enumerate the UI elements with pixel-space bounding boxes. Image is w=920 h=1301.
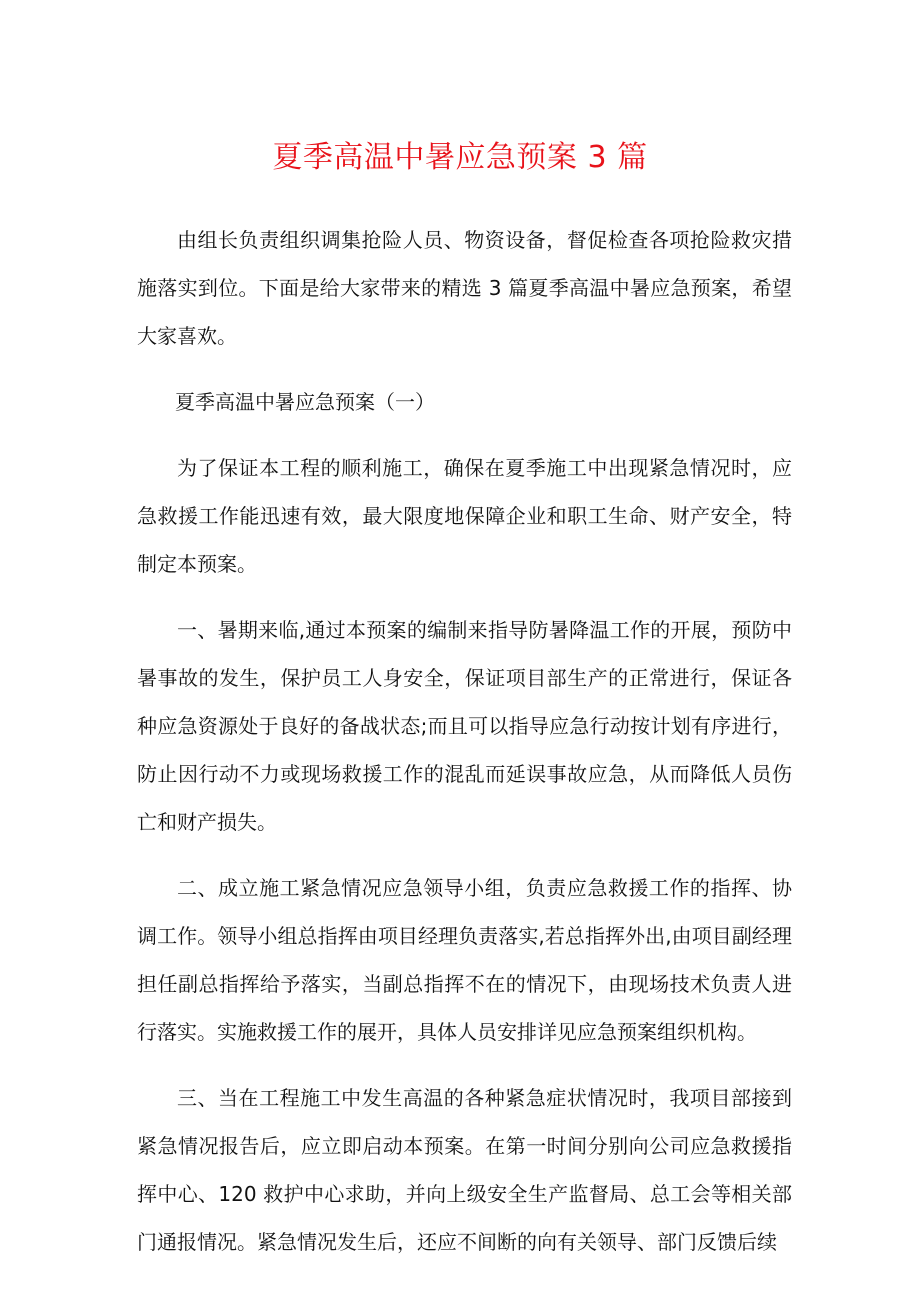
item-three-paragraph: 三、当在工程施工中发生高温的各种紧急症状情况时，我项目部接到紧急情况报告后，应立即启动本预案。在第一时间分别向公司应急救援指挥中心、120 救护中心求助，并向上级安全生产监督局、总工会等相关部门通报情况。紧急情况发生后，还应不间断的向有关领导、部门反馈后续 — [137, 1086, 792, 1254]
document-body — [137, 216, 792, 1284]
item-two-paragraph: 二、成立施工紧急情况应急领导小组，负责应急救援工作的指挥、协调工作。领导小组总指挥由项目经理负责落实,若总指挥外出,由项目副经理担任副总指挥给予落实，当副总指挥不在的情况下，由现场技术负责人进行落实。实施救援工作的展开，具体人员安排详见应急预案组织机构。 — [137, 876, 792, 1044]
section-heading: 夏季高温中暑应急预案（一） — [175, 390, 435, 414]
purpose-paragraph: 为了保证本工程的顺利施工，确保在夏季施工中出现紧急情况时，应急救援工作能迅速有效，最大限度地保障企业和职工生命、财产安全，特制定本预案。 — [137, 456, 792, 576]
intro-paragraph: 由组长负责组织调集抢险人员、物资设备，督促检查各项抢险救灾措施落实到位。下面是给大家带来的精选 3 篇夏季高温中暑应急预案，希望大家喜欢。 — [137, 228, 792, 348]
document-title: 夏季高温中暑应急预案 3 篇 — [272, 140, 648, 175]
item-one-paragraph: 一、暑期来临,通过本预案的编制来指导防暑降温工作的开展，预防中暑事故的发生，保护员工人身安全，保证项目部生产的正常进行，保证各种应急资源处于良好的备战状态;而且可以指导应急行动按计划有序进行，防止因行动不力或现场救援工作的混乱而延误事故应急，从而降低人员伤亡和财产损失。 — [137, 618, 792, 834]
